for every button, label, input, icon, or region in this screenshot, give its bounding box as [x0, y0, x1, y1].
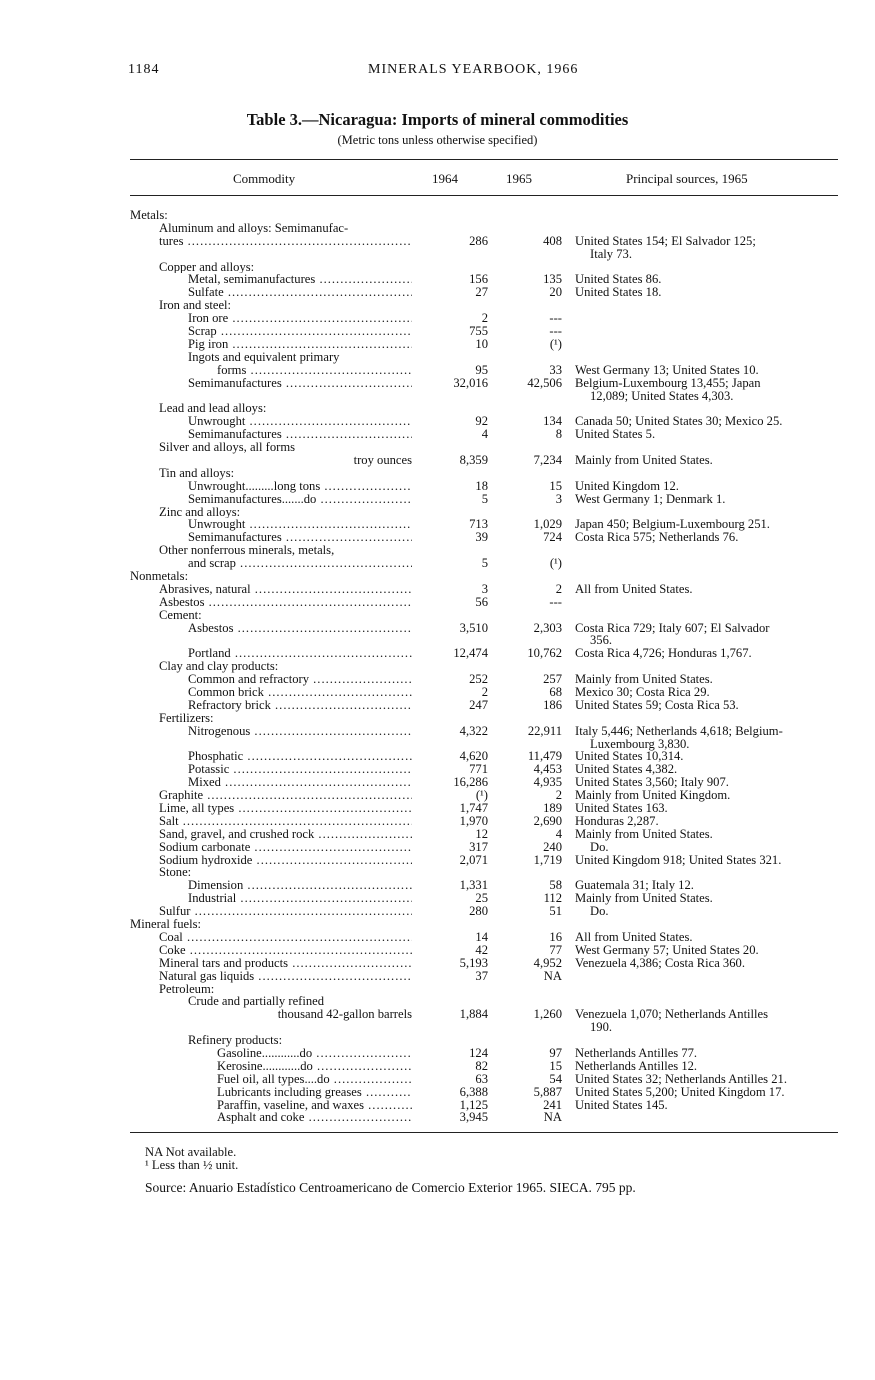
- table-row: [0, 879, 875, 892]
- principal-sources-line: Netherlands Antilles 77.: [575, 1045, 698, 1060]
- value-1964: 1,970: [459, 813, 488, 828]
- commodity-label: Pig iron .....: [130, 338, 412, 351]
- principal-sources: [575, 725, 843, 751]
- value-1964: 5: [481, 491, 488, 506]
- value-1965: 15: [549, 1058, 562, 1073]
- principal-sources: [575, 583, 843, 596]
- table-row: [0, 583, 875, 596]
- table-row: [0, 828, 875, 841]
- principal-sources-line: United States 154; El Salvador 125;: [575, 233, 756, 248]
- running-title: MINERALS YEARBOOK, 1966: [368, 62, 579, 77]
- commodity-label: Petroleum:: [159, 982, 215, 996]
- table-body: [0, 209, 875, 1124]
- source-note: Source: Anuario Estadístico Centroamericano de Comercio Exterior 1965. SIECA. 795 pp.: [145, 1180, 636, 1195]
- commodity-label: and scrap .....: [130, 557, 412, 570]
- principal-sources: [575, 957, 843, 970]
- value-1965: 20: [549, 285, 562, 300]
- principal-sources-line: Italy 5,446; Netherlands 4,618; Belgium-: [575, 723, 783, 738]
- table-row: [0, 1034, 875, 1047]
- table-row: [0, 338, 875, 351]
- table-row: [0, 892, 875, 905]
- principal-sources-line: United States 5.: [575, 427, 656, 442]
- value-1965: 4,952: [533, 955, 562, 970]
- principal-sources: [575, 892, 843, 905]
- table-row: [0, 1047, 875, 1060]
- commodity-label: Metal, semimanufactures .....: [130, 273, 412, 286]
- value-1964: 16,286: [453, 775, 488, 790]
- principal-sources-line: West Germany 57; United States 20.: [575, 942, 759, 957]
- principal-sources-line: Venezuela 4,386; Costa Rica 360.: [575, 955, 745, 970]
- principal-sources-line: Honduras 2,287.: [575, 813, 659, 828]
- value-1964: 3,510: [459, 620, 488, 635]
- principal-sources: [575, 622, 843, 648]
- value-1964: 14: [475, 929, 488, 944]
- value-1965: 112: [543, 891, 562, 906]
- value-1964: 286: [469, 233, 488, 248]
- commodity-label: Clay and clay products:: [159, 660, 279, 674]
- value-1965: 2: [555, 581, 562, 596]
- value-1964: 32,016: [453, 375, 488, 390]
- table-row: [0, 1008, 875, 1034]
- value-1965: 8: [555, 427, 562, 442]
- table-row: [0, 776, 875, 789]
- commodity-label: Paraffin, vaseline, and waxes .....: [130, 1099, 412, 1112]
- table-row: [0, 763, 875, 776]
- commodity-label: Semimanufactures.......do .....: [130, 493, 412, 506]
- value-1965: 4,935: [533, 775, 562, 790]
- principal-sources-line: Mainly from United States.: [575, 826, 713, 841]
- commodity-label: Lubricants including greases .....: [130, 1086, 412, 1099]
- commodity-label: Cement:: [159, 608, 202, 622]
- principal-sources: [575, 235, 843, 261]
- commodity-label: Lead and lead alloys:: [159, 402, 267, 416]
- principal-sources-line: All from United States.: [575, 581, 693, 596]
- principal-sources-line: Guatemala 31; Italy 12.: [575, 878, 694, 893]
- value-1964: 1,884: [459, 1007, 488, 1022]
- value-1965: 4,453: [533, 762, 562, 777]
- table-row: [0, 789, 875, 802]
- commodity-label: Gasoline............do .....: [130, 1047, 412, 1060]
- table-row: [0, 467, 875, 480]
- commodity-label: Phosphatic .....: [130, 750, 412, 763]
- footnote-na: NA Not available.: [145, 1145, 237, 1159]
- commodity-label: Semimanufactures .....: [130, 377, 412, 390]
- table-row: [0, 480, 875, 493]
- principal-sources-line: United States 10,314.: [575, 749, 684, 764]
- commodity-label: Sulfate .....: [130, 286, 412, 299]
- value-1964: 156: [469, 272, 488, 287]
- value-1965: 1,029: [533, 517, 562, 532]
- principal-sources: [575, 454, 843, 467]
- value-1965: (¹): [549, 336, 562, 351]
- commodity-label: Nitrogenous .....: [130, 725, 412, 738]
- commodity-label: tures .....: [130, 235, 412, 248]
- value-1965: 15: [549, 478, 562, 493]
- bottom-rule: [130, 1132, 838, 1133]
- principal-sources-line: United Kingdom 12.: [575, 478, 679, 493]
- principal-sources-line: Mexico 30; Costa Rica 29.: [575, 685, 710, 699]
- value-1964: 12,474: [453, 646, 488, 661]
- commodity-label: Common and refractory .....: [130, 673, 412, 686]
- footnote-one: ¹ Less than ½ unit.: [145, 1158, 239, 1172]
- commodity-label: Sodium carbonate .....: [130, 841, 412, 854]
- value-1965: 97: [549, 1045, 562, 1060]
- commodity-label: troy ounces: [353, 453, 412, 467]
- value-1964: 27: [475, 285, 488, 300]
- value-1965: 189: [543, 801, 562, 816]
- table-row: [0, 686, 875, 699]
- value-1965: ---: [549, 324, 562, 339]
- commodity-label: Semimanufactures .....: [130, 428, 412, 441]
- commodity-label: Potassic .....: [130, 763, 412, 776]
- top-rule: [130, 159, 838, 160]
- principal-sources-line: Do.: [590, 904, 609, 919]
- commodity-label: Asphalt and coke .....: [130, 1111, 412, 1124]
- principal-sources: [575, 286, 843, 299]
- table-row: [0, 557, 875, 570]
- commodity-label: Common brick .....: [130, 686, 412, 699]
- principal-sources: [575, 428, 843, 441]
- table-row: [0, 273, 875, 286]
- principal-sources-line: United States 32; Netherlands Antilles 21.: [575, 1071, 787, 1086]
- col-header-1965: 1965: [506, 171, 532, 186]
- principal-sources: [575, 531, 843, 544]
- value-1964: 8,359: [459, 452, 488, 467]
- principal-sources-line: Belgium-Luxembourg 13,455; Japan: [575, 375, 761, 390]
- principal-sources-line: United States 3,560; Italy 907.: [575, 775, 729, 790]
- table-row: [0, 454, 875, 467]
- commodity-label: Coke .....: [130, 944, 412, 957]
- principal-sources-line: Japan 450; Belgium-Luxembourg 251.: [575, 517, 770, 532]
- value-1965: 58: [549, 878, 562, 893]
- table-title: Table 3.—Nicaragua: Imports of mineral commodities: [246, 110, 629, 129]
- table-row: [0, 699, 875, 712]
- value-1964: 3,945: [459, 1110, 488, 1125]
- value-1965: NA: [543, 1110, 562, 1125]
- commodity-label: Lime, all types .....: [130, 802, 412, 815]
- value-1965: 3: [555, 491, 562, 506]
- table-row: [0, 415, 875, 428]
- commodity-label: thousand 42-gallon barrels: [277, 1008, 412, 1022]
- table-row: [0, 325, 875, 338]
- value-1965: 7,234: [533, 452, 562, 467]
- table-row: [0, 957, 875, 970]
- value-1964: 713: [469, 517, 488, 532]
- value-1965: 2: [555, 788, 562, 803]
- commodity-label: Unwrought.........long tons .....: [130, 480, 412, 493]
- principal-sources: [575, 1008, 843, 1034]
- value-1965: ---: [549, 594, 562, 609]
- value-1965: (¹): [549, 556, 562, 571]
- principal-sources: [575, 905, 843, 918]
- value-1965: 257: [543, 672, 562, 687]
- principal-sources: [575, 377, 843, 403]
- table-row: [0, 312, 875, 325]
- header-rule: [130, 195, 838, 196]
- value-1964: 82: [475, 1058, 488, 1073]
- value-1965: 2,303: [533, 620, 562, 635]
- principal-sources: [575, 1099, 843, 1112]
- value-1965: 22,911: [527, 723, 562, 738]
- value-1965: 54: [549, 1071, 562, 1086]
- commodity-label: Iron ore .....: [130, 312, 412, 325]
- principal-sources-continued: 356.: [590, 633, 613, 648]
- table-row: [0, 531, 875, 544]
- principal-sources-line: United States 145.: [575, 1097, 668, 1112]
- principal-sources-line: United States 4,382.: [575, 762, 678, 777]
- col-header-1964: 1964: [432, 171, 458, 186]
- value-1964: 63: [475, 1071, 488, 1086]
- table-row: [0, 377, 875, 403]
- value-1964: 5: [481, 556, 488, 571]
- principal-sources: [575, 828, 843, 841]
- table-row: [0, 261, 875, 274]
- commodity-label: Fuel oil, all types....do .....: [130, 1073, 412, 1086]
- value-1964: 2,071: [459, 852, 488, 867]
- table-row: [0, 750, 875, 763]
- commodity-label: Refinery products:: [188, 1034, 283, 1047]
- commodity-label: Mixed .....: [130, 776, 412, 789]
- commodity-label: Semimanufactures .....: [130, 531, 412, 544]
- value-1964: 10: [475, 336, 488, 351]
- value-1964: 18: [475, 478, 488, 493]
- value-1964: 39: [475, 530, 488, 545]
- commodity-label: Coal .....: [130, 931, 412, 944]
- principal-sources-line: Mainly from United Kingdom.: [575, 788, 731, 803]
- table-row: [0, 493, 875, 506]
- principal-sources-continued: 190.: [590, 1020, 613, 1035]
- principal-sources-line: Mainly from United States.: [575, 891, 713, 906]
- table-row: [0, 235, 875, 261]
- value-1965: NA: [543, 968, 562, 983]
- value-1964: 247: [469, 697, 488, 712]
- value-1965: 33: [549, 362, 562, 377]
- commodity-label: Refractory brick .....: [130, 699, 412, 712]
- commodity-label: Kerosine............do .....: [130, 1060, 412, 1073]
- table-row: [0, 725, 875, 751]
- value-1964: 95: [475, 362, 488, 377]
- value-1965: 1,260: [533, 1007, 562, 1022]
- value-1965: 240: [543, 839, 562, 854]
- table-row: [0, 983, 875, 996]
- value-1964: 4,322: [459, 723, 488, 738]
- table-row: [0, 1086, 875, 1099]
- page-number: 1184: [128, 62, 160, 77]
- commodity-label: Mineral tars and products .....: [130, 957, 412, 970]
- principal-sources-line: Canada 50; United States 30; Mexico 25.: [575, 414, 783, 429]
- table-row: [0, 905, 875, 918]
- principal-sources-continued: Luxembourg 3,830.: [590, 736, 690, 751]
- table-row: [0, 299, 875, 312]
- commodity-label: Unwrought .....: [130, 518, 412, 531]
- principal-sources-line: All from United States.: [575, 929, 693, 944]
- principal-sources-continued: Italy 73.: [590, 246, 632, 261]
- value-1965: 68: [549, 685, 562, 699]
- value-1965: 51: [549, 904, 562, 919]
- principal-sources-continued: 12,089; United States 4,303.: [590, 388, 734, 403]
- value-1965: 5,887: [533, 1084, 562, 1099]
- value-1964: 6,388: [459, 1084, 488, 1099]
- principal-sources-line: Netherlands Antilles 12.: [575, 1058, 698, 1073]
- value-1964: 92: [475, 414, 488, 429]
- commodity-label: Natural gas liquids .....: [130, 970, 412, 983]
- table-row: [0, 570, 875, 583]
- table-row: [0, 518, 875, 531]
- value-1964: 42: [475, 942, 488, 957]
- value-1964: 1,747: [459, 801, 488, 816]
- commodity-label: Mineral fuels:: [130, 918, 201, 931]
- commodity-label: Silver and alloys, all forms: [159, 441, 296, 454]
- commodity-label: Zinc and alloys:: [159, 505, 241, 519]
- table-row: [0, 815, 875, 828]
- value-1965: 724: [543, 530, 562, 545]
- principal-sources-line: West Germany 1; Denmark 1.: [575, 491, 726, 506]
- commodity-label: Fertilizers:: [159, 711, 214, 725]
- commodity-label: forms .....: [130, 364, 412, 377]
- table-row: [0, 596, 875, 609]
- principal-sources-line: United States 18.: [575, 285, 662, 300]
- commodity-label: Graphite .....: [130, 789, 412, 802]
- table-row: [0, 441, 875, 454]
- table-row: [0, 622, 875, 648]
- value-1964: 4: [481, 427, 488, 442]
- table-row: [0, 854, 875, 867]
- table-row: [0, 428, 875, 441]
- value-1965: 42,506: [527, 375, 562, 390]
- commodity-label: Stone:: [159, 866, 192, 880]
- table-row: [0, 286, 875, 299]
- commodity-label: Sodium hydroxide .....: [130, 854, 412, 867]
- commodity-label: Crude and partially refined: [188, 995, 325, 1009]
- commodity-label: Portland .....: [130, 647, 412, 660]
- value-1964: 37: [475, 968, 488, 983]
- value-1965: 4: [555, 826, 562, 841]
- principal-sources-line: United Kingdom 918; United States 321.: [575, 852, 782, 867]
- value-1964: 2: [481, 685, 488, 699]
- commodity-label: Iron and steel:: [159, 299, 232, 313]
- value-1964: 12: [475, 826, 488, 841]
- principal-sources-line: Costa Rica 4,726; Honduras 1,767.: [575, 646, 752, 661]
- value-1964: 317: [469, 839, 488, 854]
- principal-sources: [575, 699, 843, 712]
- value-1964: 5,193: [459, 955, 488, 970]
- table-row: [0, 1111, 875, 1124]
- value-1964: 755: [469, 324, 488, 339]
- principal-sources-line: Costa Rica 729; Italy 607; El Salvador: [575, 620, 770, 635]
- commodity-label: Nonmetals:: [130, 569, 189, 583]
- commodity-label: Other nonferrous minerals, metals,: [159, 544, 335, 558]
- principal-sources-line: United States 5,200; United Kingdom 17.: [575, 1084, 785, 1099]
- value-1965: 16: [549, 929, 562, 944]
- commodity-label: Aluminum and alloys: Semimanufac-: [159, 221, 349, 235]
- value-1964: 2: [481, 311, 488, 326]
- commodity-label: Unwrought .....: [130, 415, 412, 428]
- table-row: [0, 673, 875, 686]
- value-1965: 134: [543, 414, 562, 429]
- principal-sources: [575, 854, 843, 867]
- table-row: [0, 802, 875, 815]
- value-1964: 4,620: [459, 749, 488, 764]
- table-row: [0, 918, 875, 931]
- value-1965: ---: [549, 311, 562, 326]
- commodity-label: Sand, gravel, and crushed rock .....: [130, 828, 412, 841]
- commodity-label: Copper and alloys:: [159, 260, 255, 274]
- principal-sources-line: Do.: [590, 839, 609, 854]
- principal-sources-line: United States 86.: [575, 272, 662, 287]
- commodity-label: Abrasives, natural .....: [130, 583, 412, 596]
- value-1964: 3: [481, 581, 488, 596]
- value-1965: 11,479: [527, 749, 562, 764]
- table-row: [0, 1099, 875, 1112]
- commodity-label: Asbestos .....: [130, 622, 412, 635]
- principal-sources-line: Mainly from United States.: [575, 672, 713, 687]
- value-1965: 241: [543, 1097, 562, 1112]
- commodity-label: Ingots and equivalent primary: [188, 350, 340, 364]
- principal-sources: [575, 647, 843, 660]
- value-1965: 10,762: [527, 646, 562, 661]
- value-1964: 771: [469, 762, 488, 777]
- value-1964: 1,125: [459, 1097, 488, 1112]
- table-row: [0, 660, 875, 673]
- table-row: [0, 647, 875, 660]
- value-1965: 186: [543, 697, 562, 712]
- principal-sources-line: United States 163.: [575, 801, 668, 816]
- principal-sources: [575, 493, 843, 506]
- commodity-label: Asbestos .....: [130, 596, 412, 609]
- value-1964: 280: [469, 904, 488, 919]
- principal-sources-line: Costa Rica 575; Netherlands 76.: [575, 530, 739, 545]
- principal-sources-line: Venezuela 1,070; Netherlands Antilles: [575, 1007, 769, 1022]
- table-row: [0, 866, 875, 879]
- value-1964: 56: [475, 594, 488, 609]
- value-1965: 1,719: [533, 852, 562, 867]
- value-1965: 135: [543, 272, 562, 287]
- value-1964: 25: [475, 891, 488, 906]
- table-row: [0, 209, 875, 222]
- commodity-label: Tin and alloys:: [159, 466, 235, 480]
- value-1965: 77: [549, 942, 562, 957]
- col-header-sources: Principal sources, 1965: [626, 171, 748, 186]
- table-row: [0, 970, 875, 983]
- value-1964: 252: [469, 672, 488, 687]
- value-1964: 1,331: [459, 878, 488, 893]
- commodity-label: Sulfur .....: [130, 905, 412, 918]
- value-1964: (¹): [475, 788, 488, 803]
- commodity-label: Salt .....: [130, 815, 412, 828]
- table-subtitle: (Metric tons unless otherwise specified): [337, 133, 538, 147]
- col-header-commodity: Commodity: [233, 171, 296, 186]
- commodity-label: Metals:: [130, 209, 168, 222]
- value-1965: 2,690: [533, 813, 562, 828]
- principal-sources-line: Mainly from United States.: [575, 452, 713, 467]
- value-1964: 124: [469, 1045, 488, 1060]
- principal-sources-line: United States 59; Costa Rica 53.: [575, 697, 739, 712]
- table-row: [0, 544, 875, 557]
- value-1965: 408: [543, 233, 562, 248]
- principal-sources-line: West Germany 13; United States 10.: [575, 362, 759, 377]
- commodity-label: Dimension .....: [130, 879, 412, 892]
- commodity-label: Scrap .....: [130, 325, 412, 338]
- commodity-label: Industrial .....: [130, 892, 412, 905]
